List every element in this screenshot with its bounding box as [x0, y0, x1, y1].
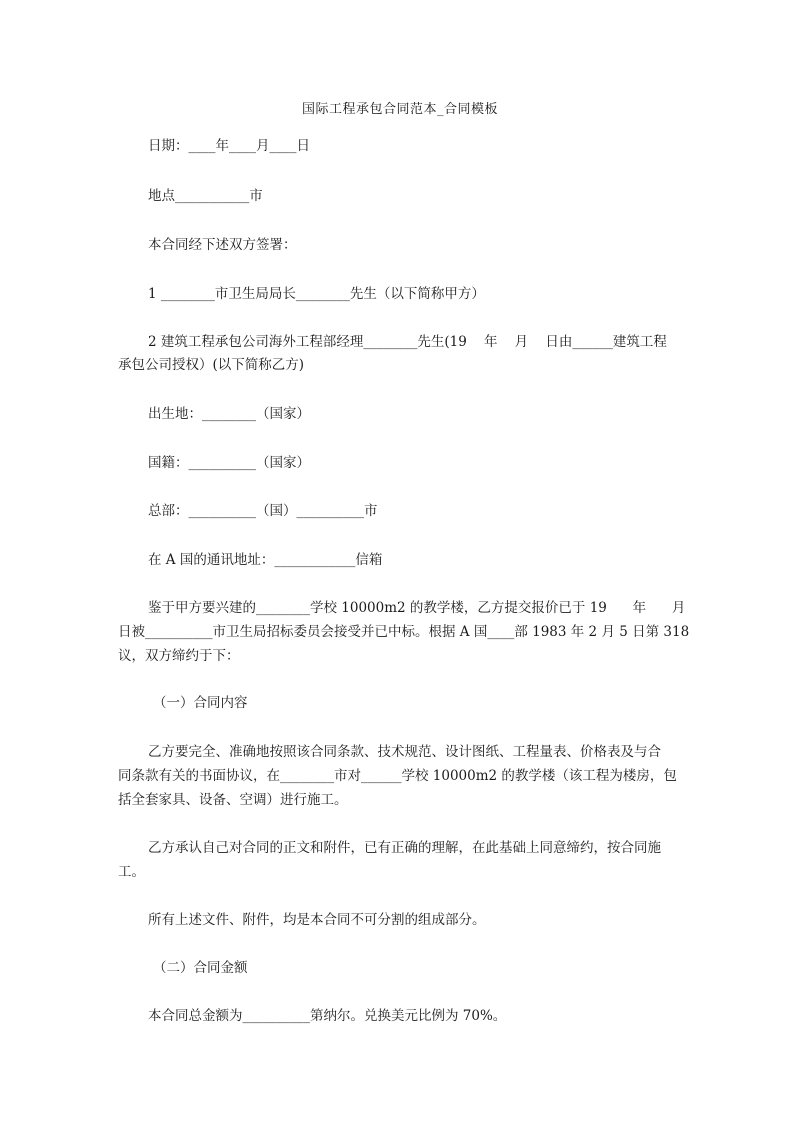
- date-line: 日期：____年____月____日: [148, 138, 310, 154]
- content-paragraph-line-2: 同条款有关的书面协议，在________市对______学校 10000m2 的教学楼（该工程为楼房，包: [118, 768, 677, 784]
- birthplace-line: 出生地：________（国家）: [148, 406, 310, 422]
- signed-by-line: 本合同经下述双方签署：: [148, 237, 297, 253]
- content-paragraph-line-1: 乙方要完全、准确地按照该合同条款、技术规范、设计图纸、工程量表、价格表及与合: [148, 744, 661, 760]
- section-heading-contract-amount: （二）合同金额: [153, 960, 248, 976]
- whereas-paragraph-line-2: 日被__________市卫生局招标委员会接受并已中标。根据 A 国____部 1983 年 2 月 5 日第 318: [118, 624, 690, 640]
- integral-parts-line: 所有上述文件、附件，均是本合同不可分割的组成部分。: [148, 912, 486, 928]
- party-b-line: 2 建筑工程承包公司海外工程部经理________先生(19 年 月 日由______建筑工程: [148, 334, 667, 350]
- party-a-line: 1 ________市卫生局局长________先生（以下简称甲方）: [148, 286, 485, 302]
- place-line: 地点___________市: [148, 188, 263, 204]
- nationality-line: 国籍：__________（国家）: [148, 455, 310, 471]
- section-heading-contract-content: （一）合同内容: [153, 695, 248, 711]
- amount-line: 本合同总金额为__________第纳尔。兑换美元比例为 70%。: [148, 1008, 507, 1024]
- address-line: 在 A 国的通讯地址：____________信箱: [148, 552, 383, 568]
- content-paragraph-line-3: 括全套家具、设备、空调）进行施工。: [118, 792, 348, 808]
- document-title: 国际工程承包合同范本_合同模板: [301, 102, 498, 117]
- acknowledgement-paragraph-line-2: 工。: [118, 864, 145, 880]
- acknowledgement-paragraph-line-1: 乙方承认自己对合同的正文和附件，已有正确的理解，在此基础上同意缔约，按合同施: [148, 840, 661, 856]
- whereas-paragraph-line-1: 鉴于甲方要兴建的________学校 10000m2 的教学楼，乙方提交报价已于 19 年 月: [148, 600, 686, 616]
- whereas-paragraph-line-3: 议，双方缔约于下：: [118, 648, 240, 664]
- headquarters-line: 总部：__________（国）__________市: [148, 503, 378, 519]
- party-b-line-cont: 承包公司授权）(以下简称乙方): [118, 357, 305, 373]
